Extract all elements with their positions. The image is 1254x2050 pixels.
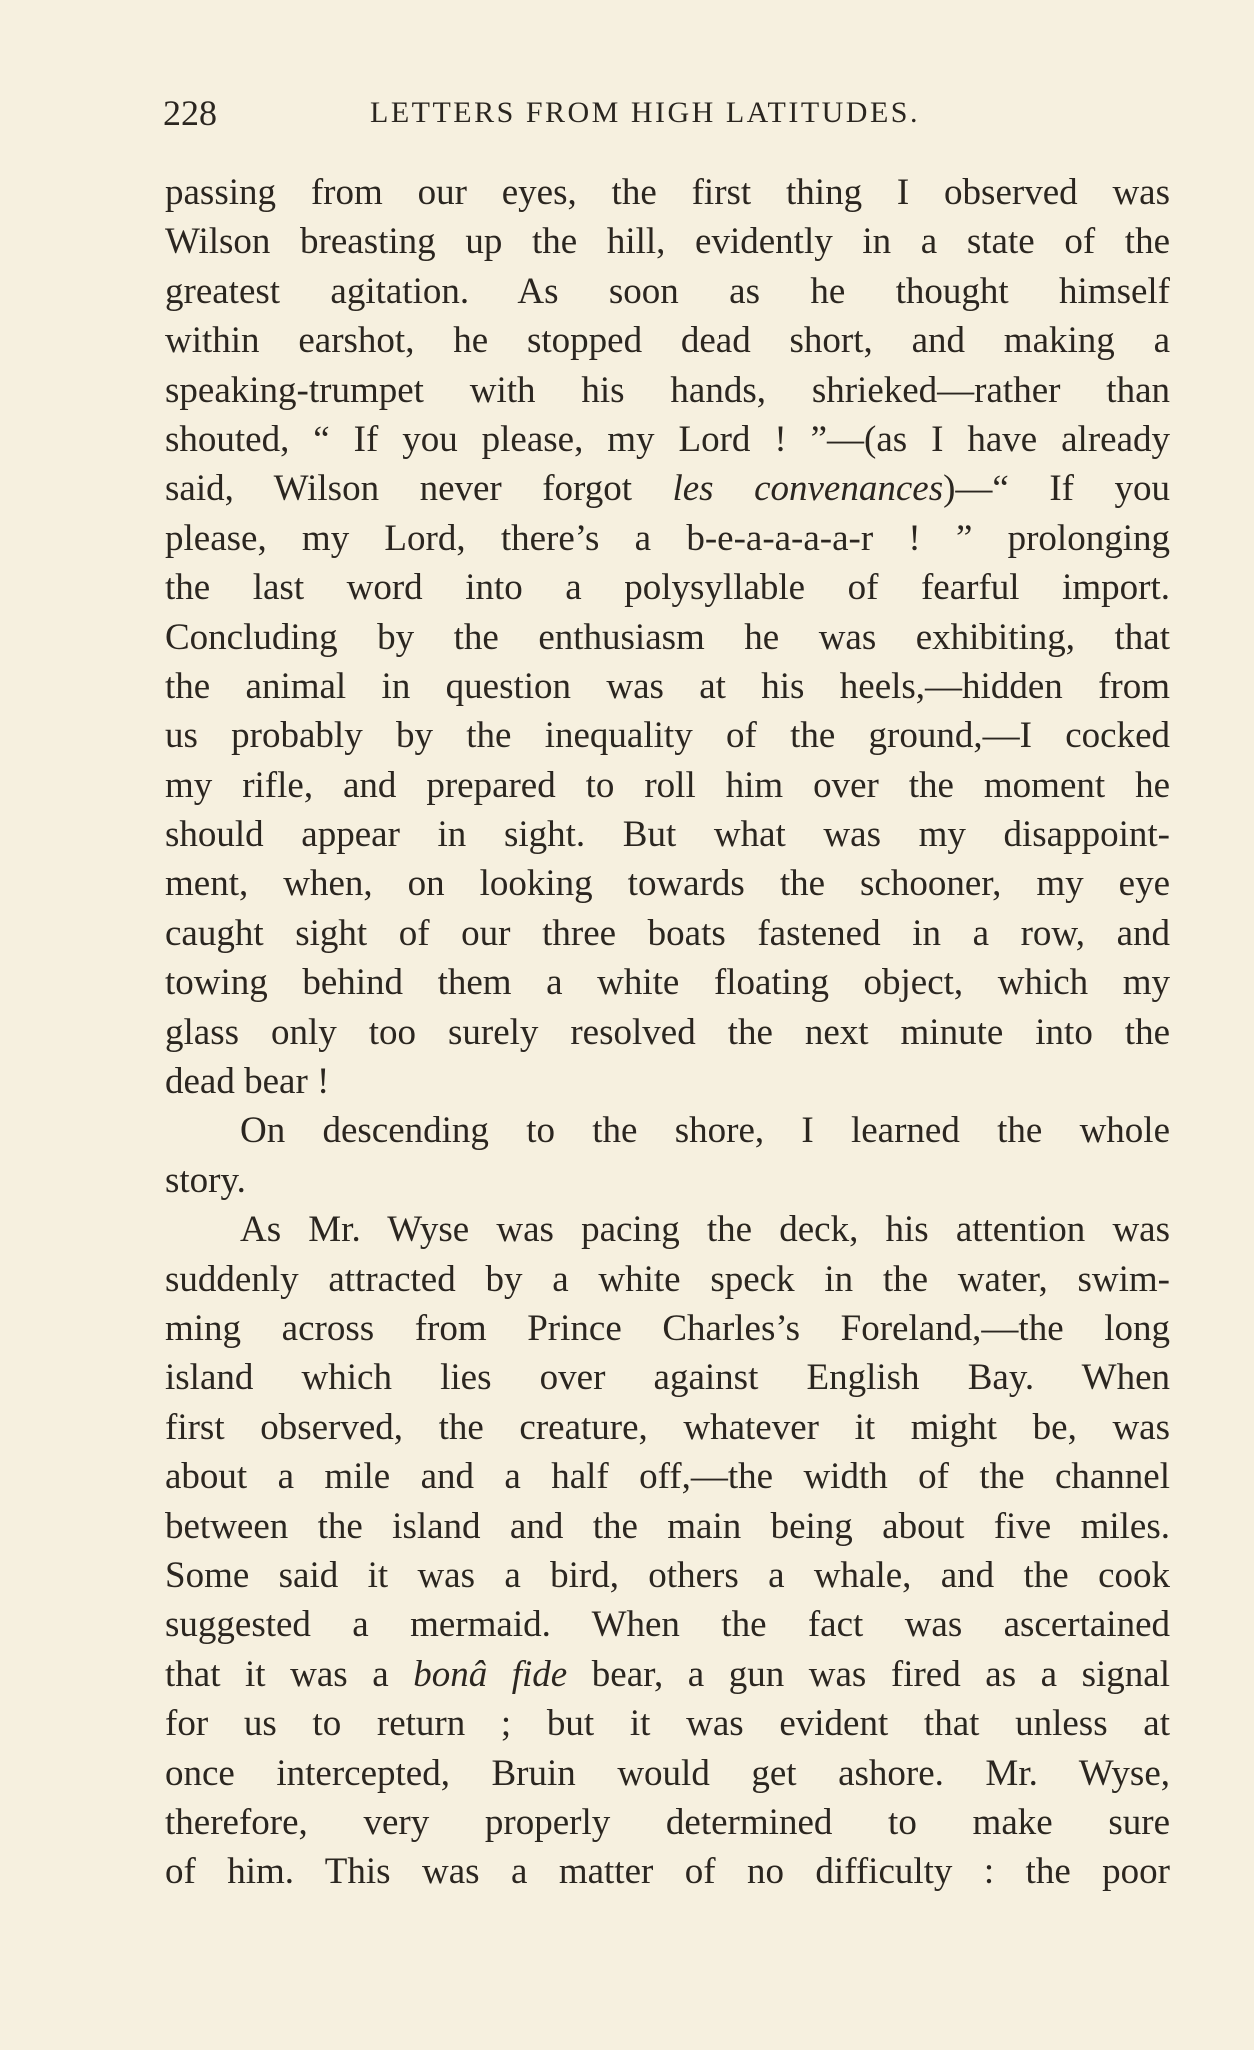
text-line: passing from our eyes, the first thing I observed was	[165, 172, 1170, 213]
text-line: said, Wilson never forgot les convenances)—“ If you	[165, 468, 1170, 510]
text-line: glass only too surely resolved the next minute into the	[165, 1011, 1170, 1053]
italic-phrase: bonâ fide	[413, 1653, 568, 1695]
text-line: the last word into a polysyllable of fearful import.	[165, 567, 1170, 609]
italic-phrase: les convenances	[672, 468, 944, 510]
text-line: Concluding by the enthusiasm he was exhibiting, that	[165, 616, 1170, 658]
text-line: the animal in question was at his heels,—hidden from	[165, 665, 1170, 707]
text-line: Wilson breasting up the hill, evidently in a state of the	[165, 221, 1170, 263]
text-line: greatest agitation. As soon as he thought himself	[165, 270, 1170, 312]
text-line: speaking-trumpet with his hands, shrieked—rather than	[165, 369, 1170, 411]
text-line: suddenly attracted by a white speck in the water, swim-	[165, 1258, 1170, 1300]
text-line: towing behind them a white floating object, which my	[165, 962, 1170, 1004]
text-line: ment, when, on looking towards the schooner, my eye	[165, 863, 1170, 905]
text-line: shouted, “ If you please, my Lord ! ”—(as I have already	[165, 418, 1170, 460]
text-line: within earshot, he stopped dead short, and making a	[165, 320, 1170, 362]
text-line: once intercepted, Bruin would get ashore. Mr. Wyse,	[165, 1752, 1170, 1794]
text-line: between the island and the main being about five miles.	[165, 1505, 1170, 1547]
text-line: us probably by the inequality of the ground,—I cocked	[165, 715, 1170, 757]
text-line: therefore, very properly determined to make sure	[165, 1801, 1170, 1843]
text-line: suggested a mermaid. When the fact was ascertained	[165, 1604, 1170, 1646]
page-number: 228	[163, 93, 217, 133]
text-line: please, my Lord, there’s a b-e-a-a-a-a-r ! ” prolonging	[165, 517, 1170, 559]
text-line: On descending to the shore, I learned the whole	[240, 1110, 1170, 1152]
text-line: story.	[165, 1159, 246, 1201]
text-line: Some said it was a bird, others a whale, and the cook	[165, 1554, 1170, 1596]
text-line: should appear in sight. But what was my disappoint-	[165, 814, 1170, 856]
text-line: about a mile and a half off,—the width of the channel	[165, 1456, 1170, 1498]
text-line: my rifle, and prepared to roll him over the moment he	[165, 764, 1170, 806]
text-line: As Mr. Wyse was pacing the deck, his attention was	[240, 1209, 1170, 1251]
page-header	[163, 88, 1173, 138]
text-line: island which lies over against English Bay. When	[165, 1357, 1170, 1399]
text-line: caught sight of our three boats fastened in a row, and	[165, 912, 1170, 954]
text-line: for us to return ; but it was evident that unless at	[165, 1703, 1170, 1745]
running-title: LETTERS FROM HIGH LATITUDES.	[370, 96, 920, 129]
text-line: dead bear !	[165, 1061, 330, 1103]
body-text	[165, 168, 1170, 1897]
text-line: ming across from Prince Charles’s Foreland,—the long	[165, 1307, 1170, 1349]
text-line: that it was a bonâ fide bear, a gun was fired as a signal	[165, 1653, 1170, 1695]
text-line: of him. This was a matter of no difficulty : the poor	[165, 1851, 1170, 1893]
text-line: first observed, the creature, whatever it might be, was	[165, 1406, 1170, 1448]
